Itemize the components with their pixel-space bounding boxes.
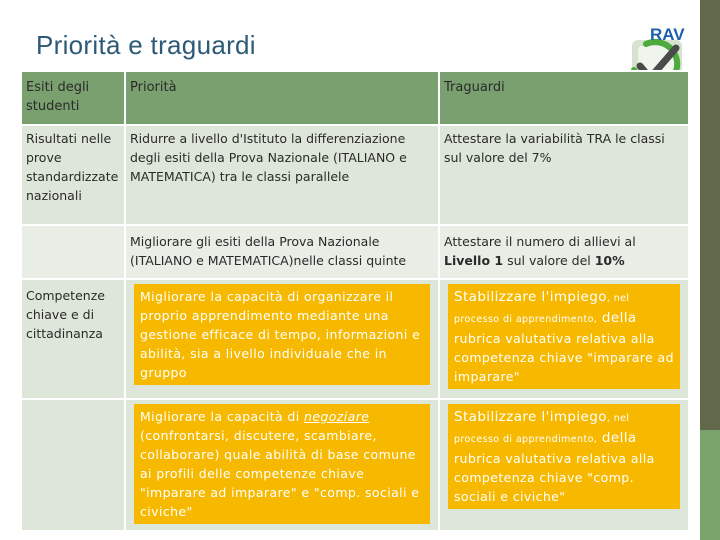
priorita-text: Migliorare la capacità di <box>140 409 305 424</box>
table-row <box>21 125 689 225</box>
traguardo-bold: Livello 1 <box>444 253 504 268</box>
highlight-priorita: Migliorare la capacità di organizzare il proprio apprendimento mediante una gestione efficace di tempo, informazioni e abilità, sia a livello individuale che in gruppo <box>134 284 430 385</box>
table-row <box>21 225 689 279</box>
header-traguardi: Traguardi <box>444 80 505 95</box>
priorities-table <box>20 70 690 532</box>
traguardo-small-text: , nel processo di apprendimento, <box>454 413 630 445</box>
traguardo-text: sul valore del <box>503 253 595 268</box>
traguardo-bold: 10% <box>594 253 625 268</box>
priorita-text: (confrontarsi, discutere, scambiare, collaborare) quale abilità di base comune ai profili delle competenze chiave "imparare ad imparare" e "comp. sociali e civiche" <box>140 428 420 519</box>
traguardo-text: Stabilizzare l'impiego <box>454 289 607 305</box>
priorita-emphasis: negoziare <box>304 409 370 424</box>
header-priorita: Priorità <box>130 80 177 95</box>
highlight-traguardo <box>448 404 680 509</box>
table-header-row <box>21 71 689 125</box>
table-row <box>21 399 689 531</box>
cell-esito: Competenze chiave e di cittadinanza <box>26 288 105 341</box>
cell-traguardo <box>440 226 688 273</box>
cell-priorita: Ridurre a livello d'Istituto la differenziazione degli esiti della Prova Nazionale (ITALIANO e MATEMATICA) tra le classi parallele <box>130 131 407 184</box>
rav-logo-text: RAV <box>650 25 685 44</box>
right-decor-accent <box>700 430 720 540</box>
traguardo-text: della <box>597 430 637 446</box>
traguardo-text: Stabilizzare l'impiego <box>454 409 607 425</box>
traguardo-text: della <box>597 310 637 326</box>
traguardo-small-text: , nel processo di apprendimento, <box>454 293 630 325</box>
cell-esito <box>22 226 124 232</box>
cell-traguardo: Attestare la variabilità TRA le classi sul valore del 7% <box>444 131 665 165</box>
traguardo-text: rubrica valutativa relativa alla competenza chiave "imparare ad imparare" <box>454 331 674 384</box>
table-row <box>21 279 689 399</box>
traguardo-text: rubrica valutativa relativa alla competenza chiave "comp. sociali e civiche" <box>454 451 655 504</box>
cell-esito: Risultati nelle prove standardizzate nazionali <box>26 131 119 203</box>
highlight-priorita <box>134 404 430 524</box>
traguardo-text: Attestare il numero di allievi al <box>444 234 636 249</box>
highlight-traguardo <box>448 284 680 389</box>
cell-priorita: Migliorare gli esiti della Prova Nazionale (ITALIANO e MATEMATICA)nelle classi quinte <box>130 234 407 268</box>
page-title: Priorità e traguardi <box>36 30 256 60</box>
cell-esito <box>22 400 124 406</box>
header-esiti: Esiti degli studenti <box>26 80 90 114</box>
right-decor-bar <box>700 0 720 540</box>
